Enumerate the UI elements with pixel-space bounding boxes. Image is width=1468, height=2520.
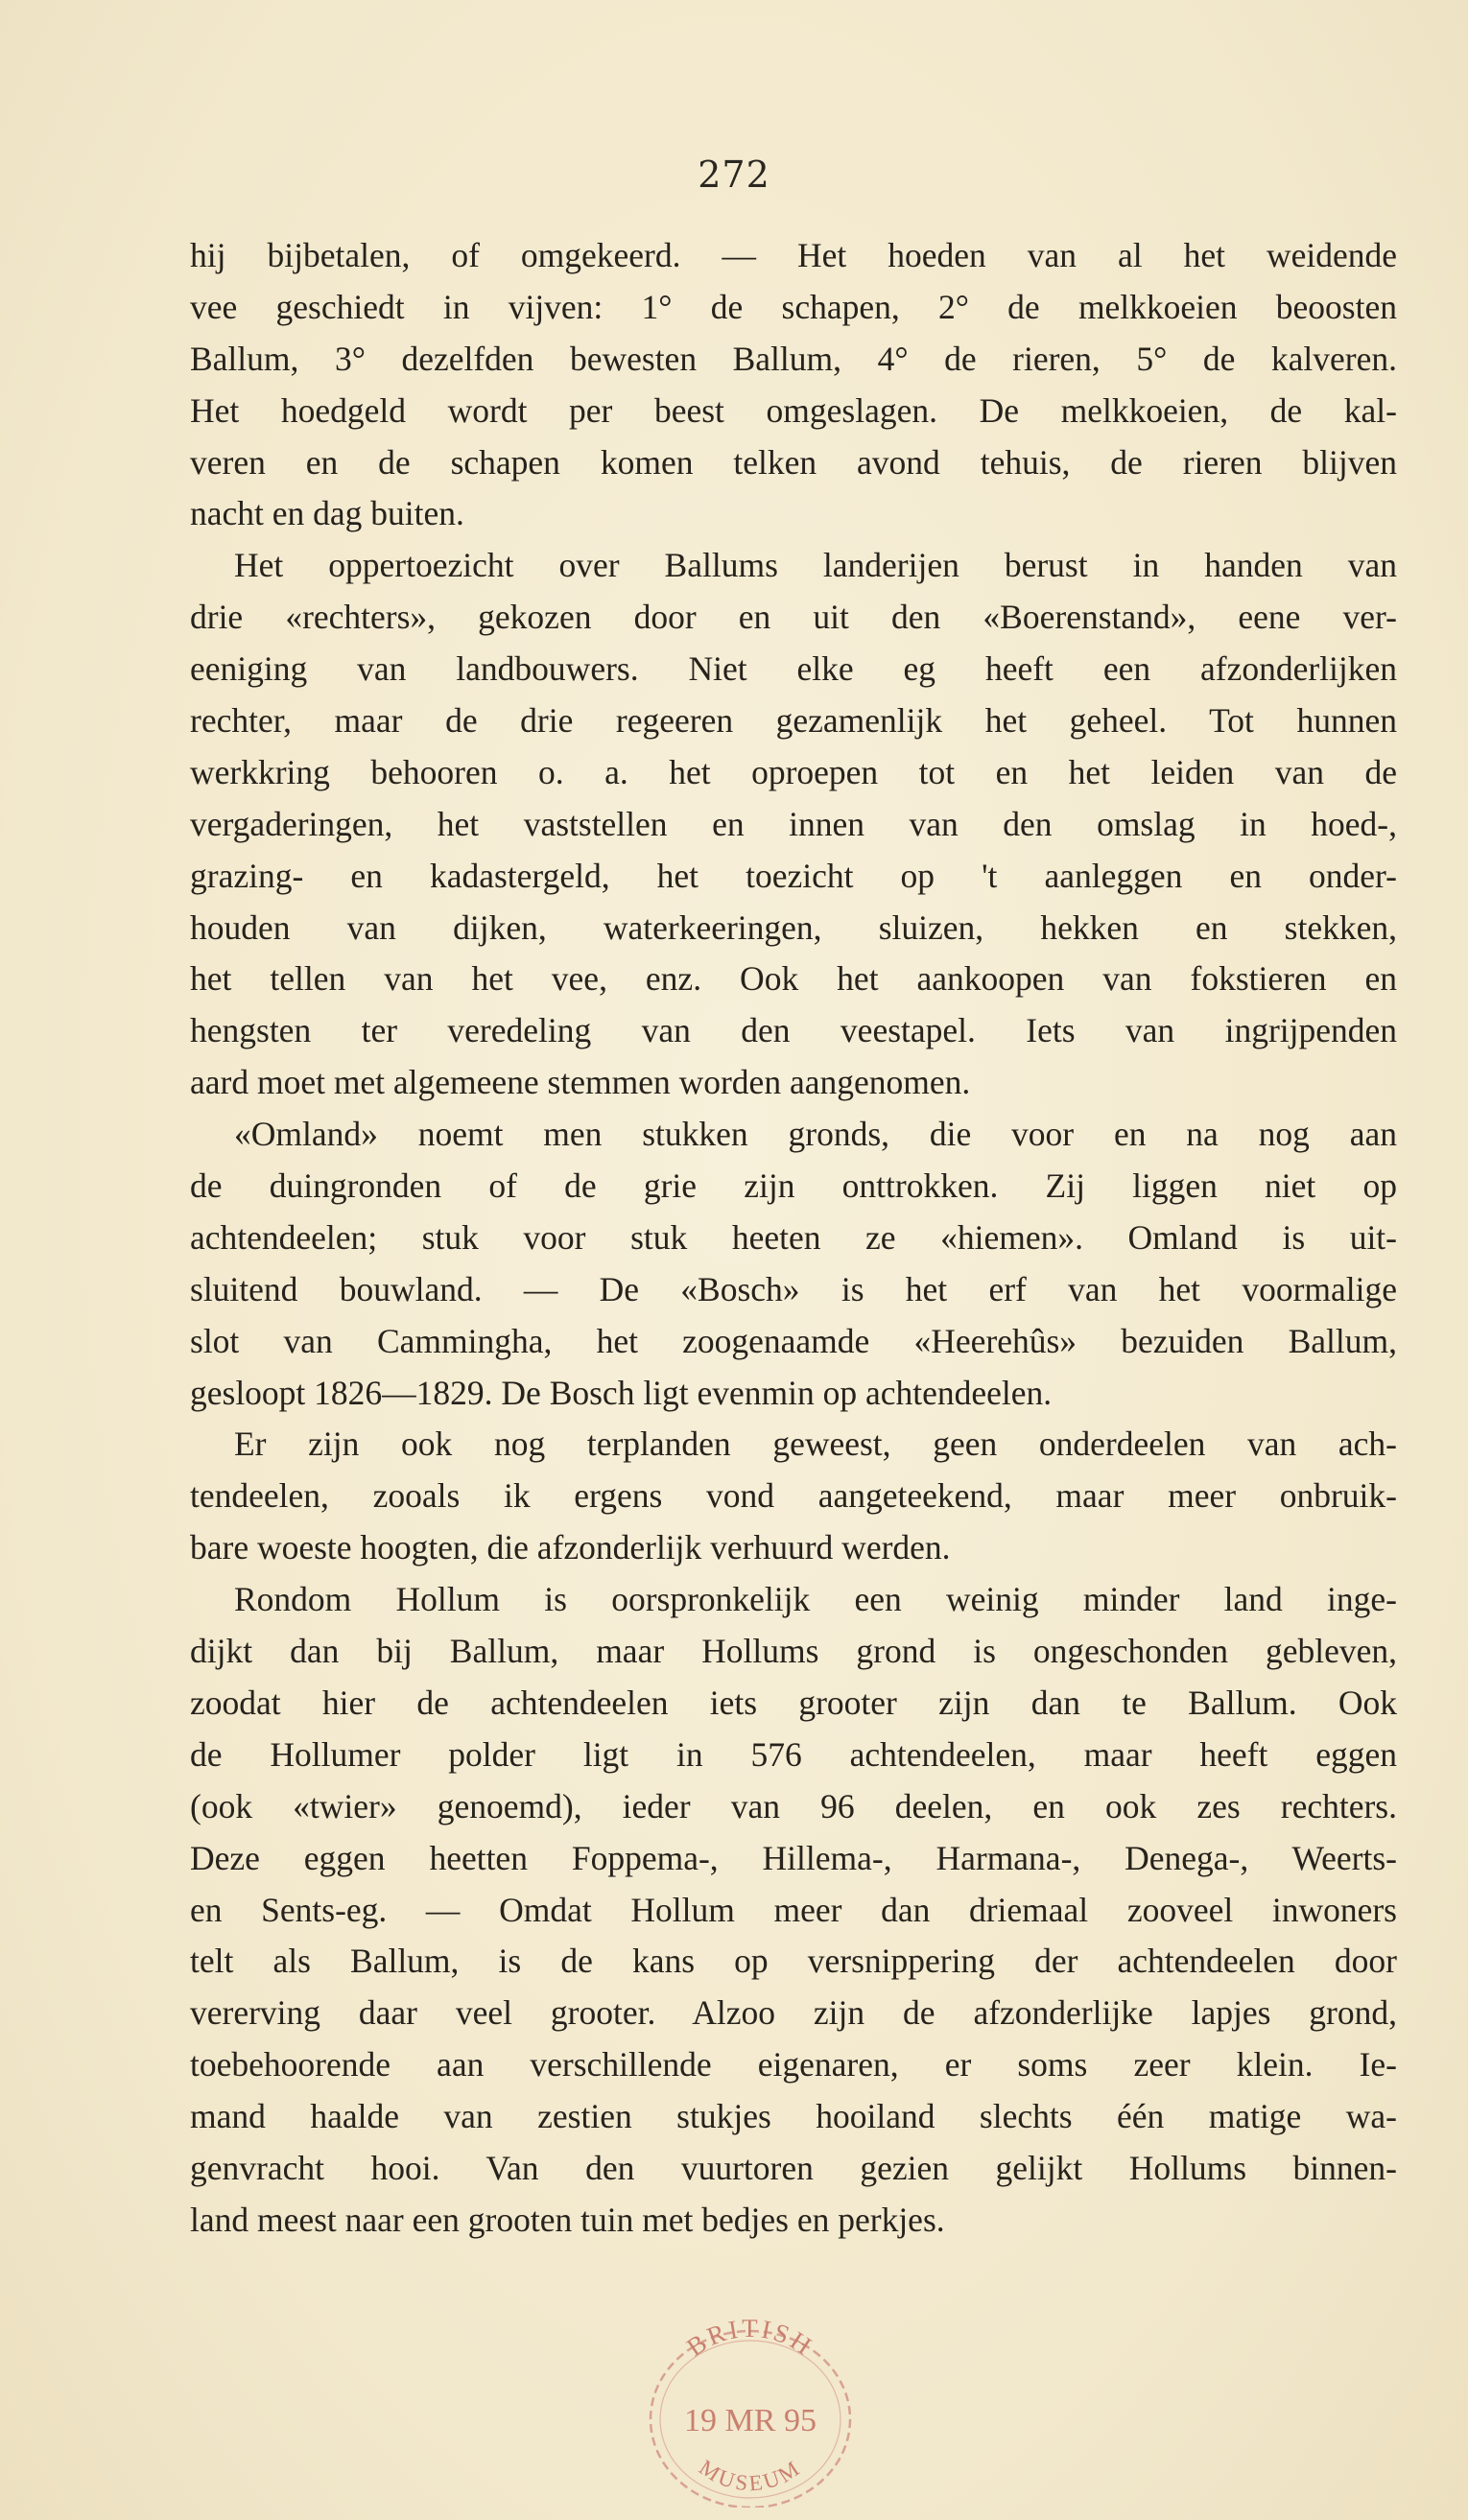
text-line: en Sents-eg. — Omdat Hollum meer dan driemaal zooveel inwoners [190, 1890, 1397, 1929]
text-line: werkkring behooren o. a. het oproepen tot en het leiden van de [190, 752, 1397, 791]
text-line: achtendeelen; stuk voor stuk heeten ze «hiemen». Omland is uit- [190, 1217, 1397, 1257]
stamp-bottom-text: MUSEUM [695, 2455, 806, 2496]
text-line: bare woeste hoogten, die afzonderlijk verhuurd werden. [190, 1528, 951, 1567]
text-line: hengsten ter veredeling van den veestapel. Iets van ingrijpenden [190, 1011, 1397, 1050]
library-stamp [635, 2306, 865, 2508]
text-line: drie «rechters», gekozen door en uit den «Boerenstand», eene ver- [190, 598, 1397, 637]
text-line: tendeelen, zooals ik ergens vond aangeteekend, maar meer onbruik- [190, 1476, 1397, 1516]
text-line: Het hoedgeld wordt per beest omgeslagen. De melkkoeien, de kal- [190, 390, 1397, 430]
text-line: land meest naar een grooten tuin met bedjes en perkjes. [190, 2200, 945, 2239]
text-line: de duingronden of de grie zijn onttrokken. Zij liggen niet op [190, 1166, 1397, 1206]
text-line: vee geschiedt in vijven: 1° de schapen, 2° de melkkoeien beoosten [190, 287, 1397, 326]
text-line: hij bijbetalen, of omgekeerd. — Het hoeden van al het weidende [190, 236, 1397, 274]
text-line: aard moet met algemeene stemmen worden aangenomen. [190, 1063, 971, 1102]
text-line: Deze eggen heetten Foppema-, Hillema-, Harmana-, Denega-, Weerts- [190, 1838, 1397, 1877]
library-stamp-graphic [635, 2306, 865, 2508]
page-number: 272 [698, 153, 770, 196]
text-line: dijkt dan bij Ballum, maar Hollums grond is ongeschonden gebleven, [190, 1632, 1397, 1671]
text-line: nacht en dag buiten. [190, 494, 464, 533]
text-line: Het oppertoezicht over Ballums landerijen berust in handen van [234, 546, 1397, 585]
text-line: telt als Ballum, is de kans op versnippering der achtendeelen door [190, 1942, 1397, 1981]
stamp-top-text: BRITISH [681, 2313, 819, 2363]
text-line: het tellen van het vee, enz. Ook het aankoopen van fokstieren en [190, 959, 1397, 999]
text-line: «Omland» noemt men stukken gronds, die voor en na nog aan [234, 1115, 1397, 1154]
svg-text:MUSEUM [695, 2455, 805, 2495]
text-line: Rondom Hollum is oorspronkelijk een weinig minder land inge- [234, 1580, 1397, 1619]
text-line: eeniging van landbouwers. Niet elke eg heeft een afzonderlijken [190, 649, 1397, 689]
text-line: houden van dijken, waterkeeringen, sluizen, hekken en stekken, [190, 907, 1397, 947]
text-line: vererving daar veel grooter. Alzoo zijn de afzonderlijke lapjes grond, [190, 1993, 1397, 2033]
text-line: (ook «twier» genoemd), ieder van 96 deelen, en ook zes rechters. [190, 1786, 1397, 1825]
text-line: zoodat hier de achtendeelen iets grooter zijn dan te Ballum. Ook [190, 1683, 1397, 1722]
stamp-date: 19 MR 95 [684, 2403, 817, 2438]
svg-text:BRITISH [681, 2314, 818, 2362]
text-line: Er zijn ook nog terplanden geweest, geen onderdeelen van ach- [234, 1425, 1397, 1464]
text-line: Ballum, 3° dezelfden bewesten Ballum, 4° de rieren, 5° de kalveren. [190, 339, 1397, 378]
body-text [190, 230, 1397, 2247]
text-line: vergaderingen, het vaststellen en innen van den omslag in hoed-, [190, 804, 1397, 843]
text-line: grazing- en kadastergeld, het toezicht op 't aanleggen en onder- [190, 856, 1397, 895]
text-line: rechter, maar de drie regeeren gezamenlijk het geheel. Tot hunnen [190, 701, 1397, 741]
text-line: gesloopt 1826—1829. De Bosch ligt evenmin op achtendeelen. [190, 1373, 1053, 1412]
text-line: de Hollumer polder ligt in 576 achtendeelen, maar heeft eggen [190, 1734, 1397, 1774]
text-line: veren en de schapen komen telken avond tehuis, de rieren blijven [190, 442, 1397, 482]
text-line: genvracht hooi. Van den vuurtoren gezien gelijkt Hollums binnen- [190, 2148, 1397, 2187]
text-line: slot van Cammingha, het zoogenaamde «Heerehûs» bezuiden Ballum, [190, 1321, 1397, 1360]
text-line: mand haalde van zestien stukjes hooiland slechts één matige wa- [190, 2097, 1397, 2136]
text-line: sluitend bouwland. — De «Bosch» is het erf van het voormalige [190, 1269, 1397, 1308]
text-line: toebehoorende aan verschillende eigenaren, er soms zeer klein. Ie- [190, 2045, 1397, 2084]
